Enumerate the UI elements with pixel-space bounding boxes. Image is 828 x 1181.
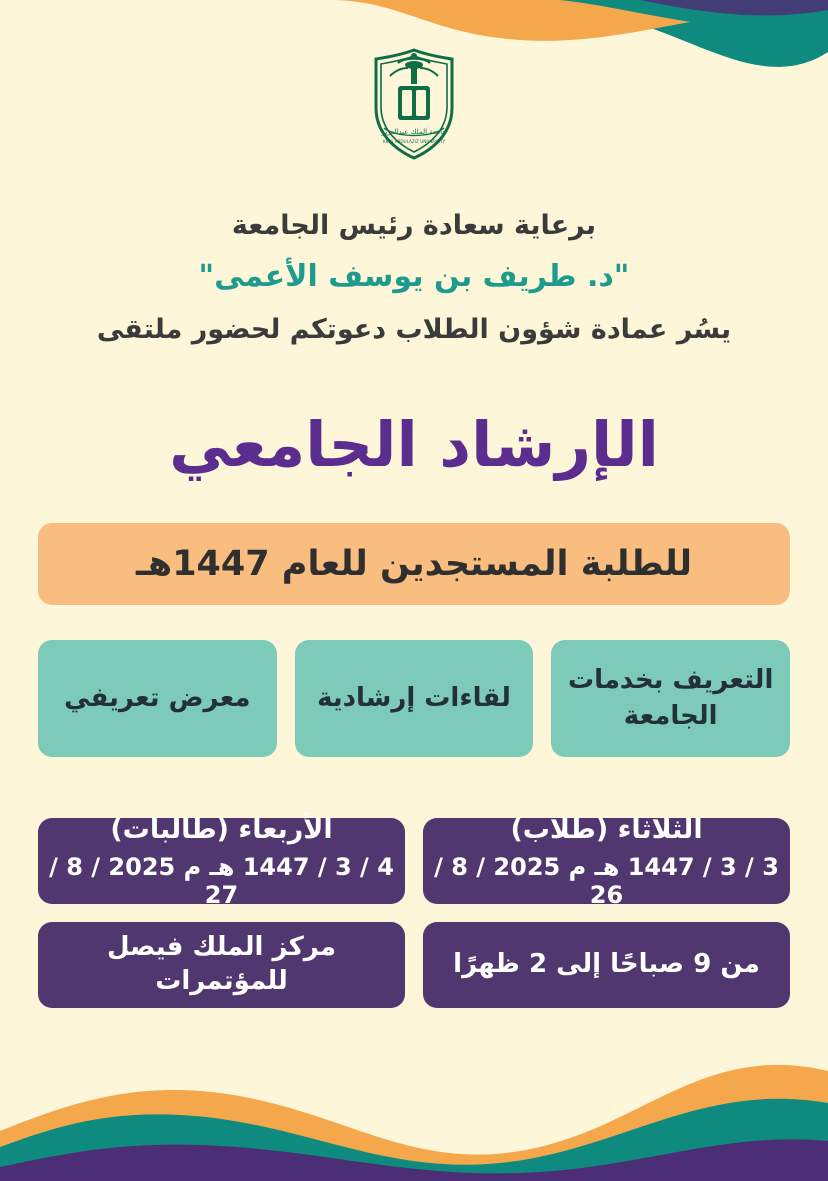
page-title: الإرشاد الجامعي (169, 408, 659, 481)
event-venue: مركز الملك فيصل للمؤتمرات (106, 932, 337, 996)
header-text-block (0, 205, 828, 351)
subtitle-banner: للطلبة المستجدين للعام 1447هـ (38, 523, 790, 605)
king-abdulaziz-university-logo-icon (368, 46, 460, 164)
feature-item: التعريف بخدمات الجامعة (551, 640, 790, 757)
schedule-date: 4 / 3 / 1447 هـ م 2025 / 8 / 27 (49, 852, 394, 909)
schedule-card-tuesday (423, 814, 790, 909)
schedule-grid (38, 814, 790, 1008)
schedule-day-label: الأربعاء (طالبات) (110, 814, 333, 846)
schedule-card-wednesday (38, 814, 405, 909)
feature-item: معرض تعريفي (38, 640, 277, 757)
schedule-day-label: الثلاثاء (طلاب) (510, 814, 703, 846)
logo-container (0, 46, 828, 164)
svg-text:KING ABDULAZIZ UNIVERSITY: KING ABDULAZIZ UNIVERSITY (382, 139, 446, 144)
svg-text:جامعة الملك عبدالعزيز: جامعة الملك عبدالعزيز (381, 128, 447, 136)
invitation-line: يسُر عمادة شؤون الطلاب دعوتكم لحضور ملتقى (96, 314, 732, 346)
patron-line: برعاية سعادة رئيس الجامعة (231, 210, 597, 241)
bottom-wave-decoration (0, 1011, 828, 1181)
schedule-card-time (423, 922, 790, 1008)
schedule-card-venue (38, 922, 405, 1008)
patron-name: "د. طريف بن يوسف الأعمى" (198, 258, 630, 294)
schedule-date: 3 / 3 / 1447 هـ م 2025 / 8 / 26 (434, 852, 779, 909)
features-row (38, 640, 790, 757)
feature-item: لقاءات إرشادية (295, 640, 534, 757)
event-time: من 9 صباحًا إلى 2 ظهرًا (453, 949, 760, 980)
